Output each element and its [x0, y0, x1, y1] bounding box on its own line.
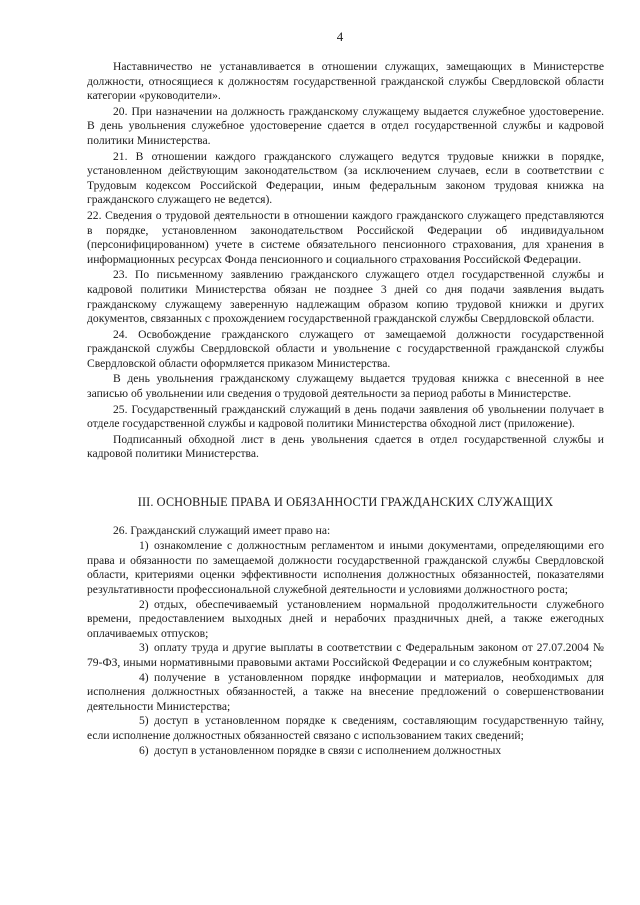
paragraph-25: 25. Государственный гражданский служащий в день подачи заявления об увольнении получает в отделе государственной службы и кадровой политики Министерства обходной лист (приложение). — [87, 402, 604, 431]
paragraph-mentoring: Наставничество не устанавливается в отношении служащих, замещающих в Министерстве должности, относящиеся к должностям государственной гражданской службы Свердловской области категории «руководители». — [87, 60, 604, 103]
page-number: 4 — [336, 29, 344, 44]
rights-item-text: получение в установленном порядке информации и материалов, необходимых для исполнения должностных обязанностей, а также на внесение предложений о совершенствовании деятельности Министерства; — [87, 670, 604, 713]
rights-item-number: 3) — [139, 641, 149, 655]
rights-item — [87, 671, 604, 715]
rights-item-text: доступ в установленном порядке к сведениям, составляющим государственную тайну, если исполнение должностных обязанностей связано с использованием таких сведений; — [87, 714, 604, 742]
rights-item-number: 5) — [139, 714, 149, 728]
rights-item-text: ознакомление с должностным регламентом и иными документами, определяющими его права и обязанности по замещаемой должности государственной гражданской службы Свердловской области, критериями оценки эффективности исполнения должностных обязанностей, показателями результативности профессиональной служебной деятельности и условиями должностного роста; — [87, 539, 604, 596]
paragraph-24: 24. Освобождение гражданского служащего от замещаемой должности государственной гражданской службы Свердловской области и увольнение с государственной гражданской службы Свердловской области оформляется приказом Министерства. — [87, 327, 604, 370]
paragraph-21: 21. В отношении каждого гражданского служащего ведутся трудовые книжки в порядке, установленном действующим законодательством (за исключением случаев, если в соответствии с Трудовым кодексом Российской Федерации, иным федеральным законом трудовая книжка на гражданского служащего не ведется). — [87, 149, 604, 207]
section-heading: III. ОСНОВНЫЕ ПРАВА И ОБЯЗАННОСТИ ГРАЖДАНСКИХ СЛУЖАЩИХ — [137, 495, 554, 510]
rights-item — [87, 714, 604, 743]
paragraph-22: 22. Сведения о трудовой деятельности в отношении каждого гражданского служащего представляются в порядке, установленном законодательством Российской Федерации об индивидуальном (персонифицированном) учете в системе обязательного пенсионного страхования, для хранения в информационных ресурсах Фонда пенсионного и социального страхования Российской Федерации. — [87, 208, 604, 266]
document-body — [87, 60, 604, 758]
paragraph-25-signed-sheet: Подписанный обходной лист в день увольнения сдается в отдел государственной службы и кадровой политики Министерства. — [87, 432, 604, 461]
paragraph-24-dismissal: В день увольнения гражданскому служащему выдается трудовая книжка с внесенной в нее записью об увольнении или сведения о трудовой деятельности за период работы в Министерстве. — [87, 372, 604, 401]
paragraph-23: 23. По письменному заявлению гражданского служащего отдел государственной службы и кадровой политики Министерства обязан не позднее 3 дней со дня подачи заявления выдать гражданскому служащему заверенную надлежащим образом копию трудовой книжки и других документов, связанных с прохождением государственной гражданской службы Свердловской области. — [87, 268, 604, 326]
rights-item-number: 4) — [139, 670, 149, 684]
rights-item-number: 1) — [139, 539, 149, 553]
rights-item — [87, 539, 604, 597]
paragraph-20: 20. При назначении на должность гражданскому служащему выдается служебное удостоверение. В день увольнения служебное удостоверение сдается в отдел государственной службы и кадровой политики Министерства. — [87, 104, 604, 147]
rights-item-text: доступ в установленном порядке в связи с исполнением должностных — [154, 743, 502, 757]
rights-item — [87, 641, 604, 670]
rights-item — [87, 598, 604, 642]
rights-item-text: оплату труда и другие выплаты в соответствии с Федеральным законом от 27.07.2004 № 79-ФЗ, иными нормативными правовыми актами Российской Федерации и со служебным контрактом; — [87, 641, 604, 669]
rights-item-number: 2) — [139, 597, 149, 611]
rights-item — [87, 744, 604, 759]
rights-item-text: отдых, обеспечиваемый установлением нормальной продолжительности служебного времени, предоставлением выходных дней и нерабочих праздничных дней, а также ежегодных оплачиваемых отпусков; — [87, 597, 604, 640]
rights-item-number: 6) — [139, 743, 149, 757]
rights-intro: 26. Гражданский служащий имеет право на: — [113, 523, 331, 537]
